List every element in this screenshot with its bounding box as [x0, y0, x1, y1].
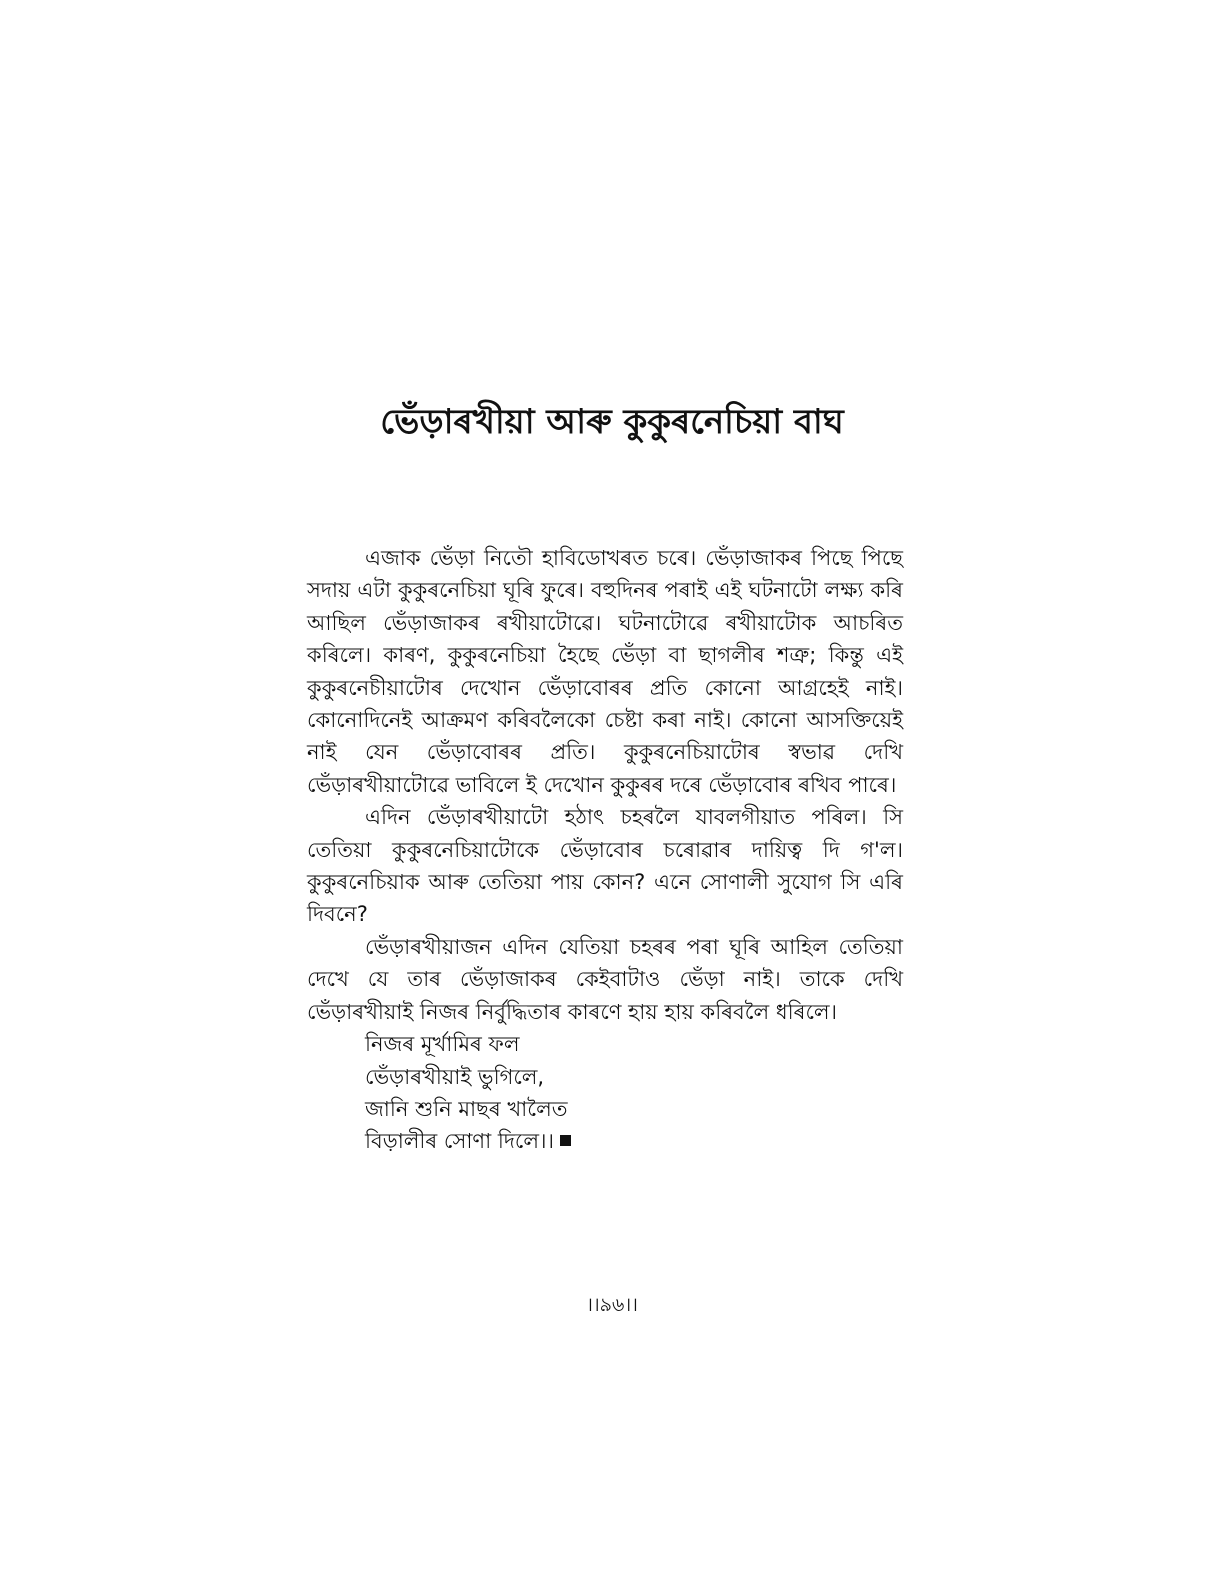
end-square-icon — [560, 1135, 571, 1146]
verse-line-3: জানি শুনি মাছৰ খালৈত — [365, 1096, 568, 1121]
page-number: ।।৯৬।। — [586, 1294, 638, 1316]
paragraph-2: এদিন ভেঁড়াৰখীয়াটো হঠাৎ চহৰলৈ যাবলগীয়াত পৰিল। সি তেতিয়া কুকুৰনেচিয়াটোকে ভেঁড়াবোৰ চৰোৱাৰ দায়িত্ব দি গ'ল। কুকুৰনেচিয়াক আৰু তেতিয়া পায় কোন? এনে সোণালী সুযোগ সি এৰি দিবনে? — [307, 805, 903, 927]
verse-line-4: বিড়ালীৰ সোণা দিলে।। — [365, 1129, 555, 1154]
verse-line-1: নিজৰ মূৰ্খামিৰ ফল — [365, 1032, 520, 1057]
paragraph-3: ভেঁড়াৰখীয়াজন এদিন যেতিয়া চহৰৰ পৰা ঘূৰি আহিল তেতিয়া দেখে যে তাৰ ভেঁড়াজাকৰ কেইবাটাও ভেঁড়া নাই। তাকে দেখি ভেঁড়াৰখীয়াই নিজৰ নিৰ্বুদ্ধিতাৰ কাৰণে হায় হায় কৰিবলৈ ধৰিলে। — [307, 934, 903, 1024]
paragraph-1: এজাক ভেঁড়া নিতৌ হাবিডোখৰত চৰে। ভেঁড়াজাকৰ পিছে পিছে সদায় এটা কুকুৰনেচিয়া ঘূৰি ফুৰে। বহুদিনৰ পৰাই এই ঘটনাটো লক্ষ্য কৰি আছিল ভেঁড়াজাকৰ ৰখীয়াটোৱে। ঘটনাটোৱে ৰখীয়াটোক আচৰিত কৰিলে। কাৰণ, কুকুৰনেচিয়া হৈছে ভেঁড়া বা ছাগলীৰ শত্ৰু; কিন্তু এই কুকুৰনেচীয়াটোৰ দেখোন ভেঁড়াবোৰৰ প্ৰতি কোনো আগ্ৰহেই নাই। কোনোদিনেই আক্ৰমণ কৰিবলৈকো চেষ্টা কৰা নাই। কোনো আসক্তিয়েই নাই যেন ভেঁড়াবোৰৰ প্ৰতি। কুকুৰনেচিয়াটোৰ স্বভাৱ দেখি ভেঁড়াৰখীয়াটোৱে ভাবিলে ই দেখোন কুকুৰৰ দৰে ভেঁড়াবোৰ ৰখিব পাৰে। — [307, 546, 903, 797]
moral-verse — [307, 1028, 903, 1158]
story-body — [307, 542, 903, 1158]
story-title: ভেঁড়াৰখীয়া আৰু কুকুৰনেচিয়া বাঘ — [380, 402, 844, 442]
verse-line-2: ভেঁড়াৰখীয়াই ভুগিলে, — [365, 1064, 545, 1089]
verse-line-4-wrapper — [365, 1125, 903, 1157]
